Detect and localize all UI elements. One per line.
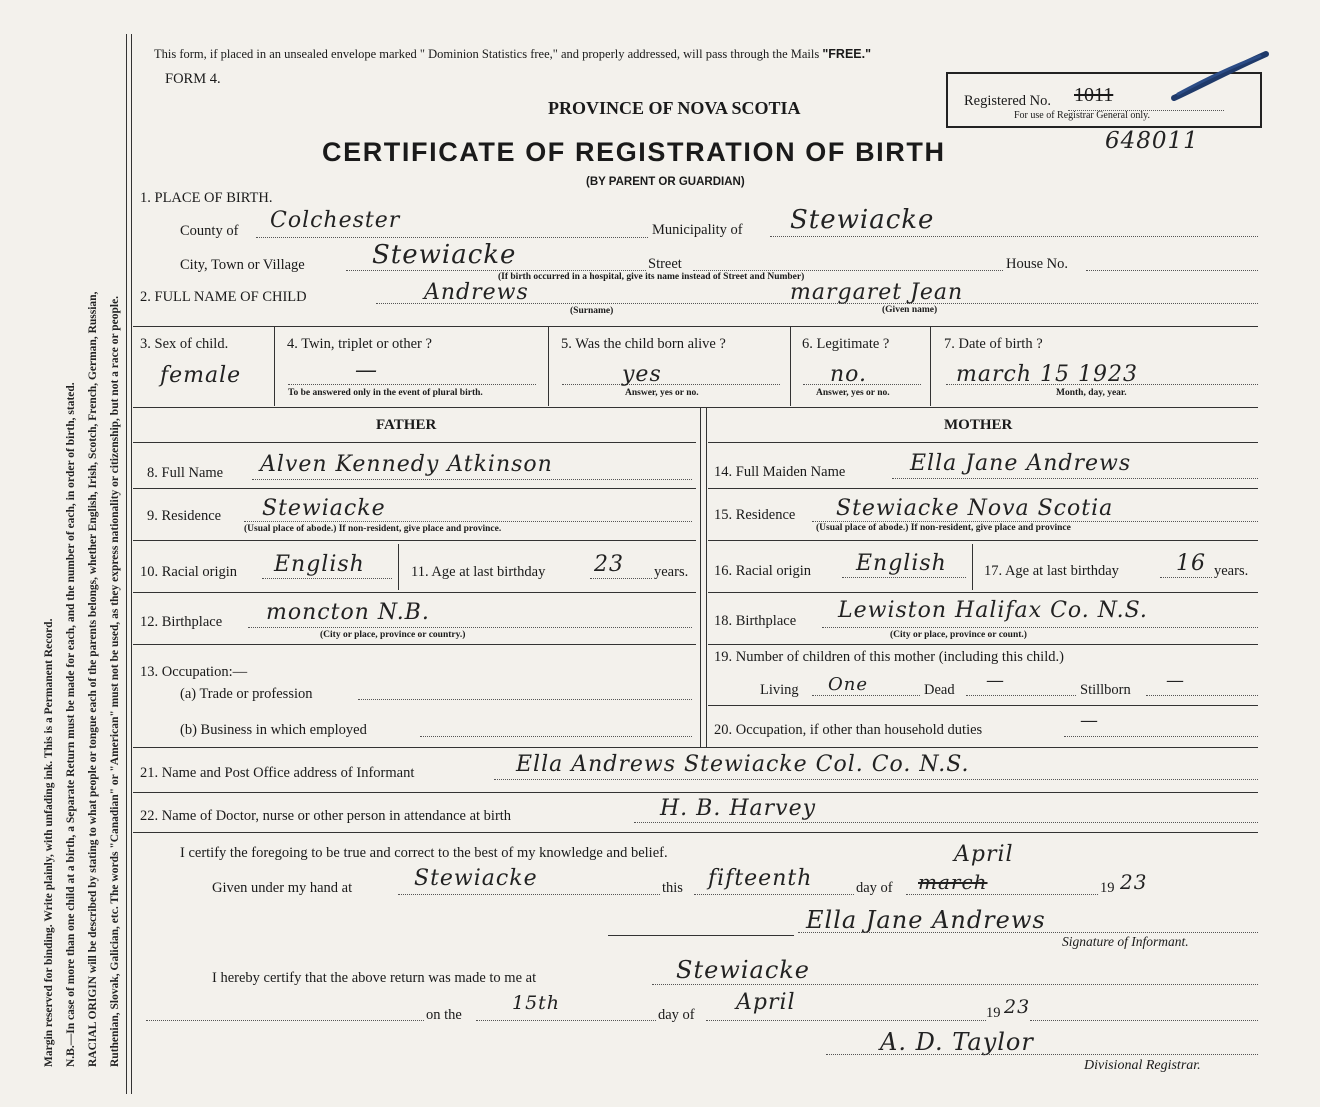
- mother-heading-rule: [708, 442, 1258, 443]
- child-given-name[interactable]: margaret Jean: [790, 280, 964, 305]
- margin-note-binding: Margin reserved for binding. Write plainly, with unfading ink. This is a Permanent Record.: [43, 618, 55, 1067]
- informant-rule: [133, 792, 1258, 793]
- on-the-label: on the: [426, 1007, 462, 1023]
- mother-birthplace-value[interactable]: Lewiston Halifax Co. N.S.: [838, 598, 1148, 623]
- day-of-label: day of: [856, 880, 893, 896]
- born-alive-note: Answer, yes or no.: [625, 388, 699, 398]
- mother-birthplace-line: [822, 627, 1258, 628]
- county-line: [256, 237, 648, 238]
- row14-rule-mother: [708, 488, 1258, 489]
- father-name-label: 8. Full Name: [147, 465, 224, 481]
- signature-blank: [608, 935, 794, 936]
- father-race-label: 10. Racial origin: [140, 564, 238, 580]
- dead-label: Dead: [924, 682, 955, 698]
- registrar-statement: I hereby certify that the above return was made to me at: [212, 970, 537, 986]
- municipality-value[interactable]: Stewiacke: [790, 205, 935, 235]
- month-struck: march: [918, 870, 988, 894]
- city-value[interactable]: Stewiacke: [372, 240, 517, 270]
- house-number-line: [1086, 270, 1258, 271]
- twin-note: To be answered only in the event of plural birth.: [288, 388, 483, 398]
- father-business-line: [420, 736, 692, 737]
- row3-divider-2: [548, 326, 549, 406]
- mother-name-label: 14. Full Maiden Name: [714, 464, 846, 480]
- children-count-label: 19. Number of children of this mother (including this child.): [714, 649, 1064, 665]
- row19-rule-mother: [708, 705, 1258, 706]
- sex-label: 3. Sex of child.: [140, 336, 229, 352]
- father-name-line: [252, 479, 692, 480]
- row3-top-rule: [133, 326, 1258, 327]
- margin-divider: [126, 34, 127, 1094]
- municipality-label: Municipality of: [652, 222, 743, 238]
- registrar-year-prefix: 19: [986, 1005, 1001, 1021]
- municipality-line: [770, 236, 1258, 237]
- mother-age-line: [1160, 577, 1212, 578]
- informant-value[interactable]: Ella Andrews Stewiacke Col. Co. N.S.: [516, 752, 970, 777]
- registration-label: Registered No.: [964, 93, 1051, 109]
- stillborn-label: Stillborn: [1080, 682, 1131, 698]
- parents-bottom-rule: [133, 747, 1258, 748]
- mother-occupation-label: 20. Occupation, if other than household duties: [714, 722, 983, 738]
- father-birthplace-value[interactable]: moncton N.B.: [266, 600, 430, 625]
- mother-residence-label: 15. Residence: [714, 507, 796, 523]
- row9-rule-father: [133, 540, 696, 541]
- born-alive-line: [562, 384, 780, 385]
- date-of-birth-note: Month, day, year.: [1056, 388, 1127, 398]
- row3-divider-1: [274, 326, 275, 406]
- mother-age-value[interactable]: 16: [1176, 551, 1206, 576]
- twin-line: [288, 384, 536, 385]
- mother-residence-note: (Usual place of abode.) If non-resident, give place and province: [816, 523, 1071, 533]
- born-alive-label: 5. Was the child born alive ?: [561, 336, 726, 352]
- father-residence-line: [244, 521, 692, 522]
- registration-note: For use of Registrar General only.: [1014, 110, 1150, 121]
- row3-divider-4: [930, 326, 931, 406]
- mother-race-label: 16. Racial origin: [714, 563, 812, 579]
- father-occupation-label: 13. Occupation:—: [140, 664, 248, 680]
- date-of-birth-label: 7. Date of birth ?: [944, 336, 1043, 352]
- doctor-value[interactable]: H. B. Harvey: [660, 796, 817, 821]
- legitimate-note: Answer, yes or no.: [816, 388, 890, 398]
- father-business-label: (b) Business in which employed: [180, 722, 367, 738]
- street-label: Street: [648, 256, 682, 272]
- father-age-value[interactable]: 23: [594, 552, 624, 577]
- this-label: this: [662, 880, 683, 896]
- day-value[interactable]: fifteenth: [708, 866, 813, 891]
- legitimate-label: 6. Legitimate ?: [802, 336, 890, 352]
- county-label: County of: [180, 223, 239, 239]
- father-years-label: years.: [654, 564, 689, 580]
- year-prefix: 19: [1100, 880, 1115, 896]
- mother-years-label: years.: [1214, 563, 1249, 579]
- father-name-value[interactable]: Alven Kennedy Atkinson: [260, 452, 553, 477]
- father-race-age-divider: [398, 544, 399, 590]
- mother-age-label: 17. Age at last birthday: [984, 563, 1119, 579]
- dead-value[interactable]: —: [986, 670, 1005, 691]
- given-place-value[interactable]: Stewiacke: [414, 866, 538, 891]
- informant-label: 21. Name and Post Office address of Informant: [140, 765, 415, 781]
- mother-residence-line: [812, 521, 1258, 522]
- father-age-line: [590, 578, 652, 579]
- mother-heading: MOTHER: [944, 417, 1013, 433]
- house-number-label: House No.: [1006, 256, 1069, 272]
- margin-note-racial-origin-cont: Ruthenian, Slovak, Galician, etc. The words "Canadian" or "American" must not be used, as they express nationality or citizenship, but not a race or people.: [109, 295, 121, 1067]
- registrar-month-line: [706, 1020, 986, 1021]
- mother-race-line: [842, 577, 966, 578]
- child-given-note: (Given name): [882, 305, 938, 315]
- province-heading: PROVINCE OF NOVA SCOTIA: [548, 98, 801, 118]
- parents-top-rule: [133, 407, 1258, 408]
- living-value[interactable]: One: [828, 674, 869, 695]
- father-trade-line: [358, 699, 692, 700]
- mother-race-value[interactable]: English: [856, 551, 947, 576]
- registrar-place-line: [652, 984, 1258, 985]
- father-heading-rule: [133, 442, 696, 443]
- stillborn-line: [1146, 695, 1258, 696]
- row8-rule-father: [133, 488, 696, 489]
- hospital-note: (If birth occurred in a hospital, give its name instead of Street and Number): [498, 272, 805, 282]
- father-race-value[interactable]: English: [274, 552, 365, 577]
- registration-handwritten-number: 648011: [1105, 128, 1199, 154]
- city-label: City, Town or Village: [180, 257, 305, 273]
- page-title: CERTIFICATE OF REGISTRATION OF BIRTH: [322, 137, 946, 167]
- month-line: [906, 894, 1098, 895]
- informant-line: [494, 779, 1258, 780]
- father-birthplace-line: [248, 627, 692, 628]
- informant-signature[interactable]: Ella Jane Andrews: [806, 906, 1046, 934]
- father-race-line: [262, 578, 392, 579]
- street-line: [693, 270, 1003, 271]
- registrar-lead-line: [146, 1020, 424, 1021]
- given-place-line: [398, 894, 660, 895]
- given-label: Given under my hand at: [212, 880, 353, 896]
- margin-note-racial-origin: RACIAL ORIGIN will be described by stating to what people or tongue each of the parents belongs, whether English, Irish, Scotch, French, German, Russian,: [87, 291, 99, 1067]
- city-line: [346, 270, 646, 271]
- mother-birthplace-label: 18. Birthplace: [714, 613, 797, 629]
- margin-note-plural-births: N.B.—In case of more than one child at a birth, a Separate Return must be made for each, and the number of each, in order of birth, stated.: [65, 382, 77, 1067]
- twin-value[interactable]: —: [355, 358, 378, 383]
- living-label: Living: [760, 682, 799, 698]
- row18-rule-mother: [708, 644, 1258, 645]
- born-alive-value[interactable]: yes: [622, 362, 662, 387]
- registrar-day-of-label: day of: [658, 1007, 695, 1023]
- dead-line: [966, 695, 1076, 696]
- registrar-day-value[interactable]: 15th: [512, 992, 561, 1014]
- mother-occupation-line: [1064, 736, 1258, 737]
- postal-notice-text: This form, if placed in an unsealed envelope marked " Dominion Statistics free," and properly addressed, will pass through the Mails: [154, 47, 820, 61]
- parents-divider: [700, 407, 701, 747]
- pen-check-mark: [1170, 48, 1270, 104]
- margin-divider-inner: [131, 34, 132, 1094]
- month-value[interactable]: April: [954, 842, 1014, 867]
- child-surname[interactable]: Andrews: [424, 280, 529, 305]
- doctor-line: [634, 822, 1258, 823]
- day-line: [694, 894, 854, 895]
- registrar-day-line: [476, 1020, 656, 1021]
- father-age-label: 11. Age at last birthday: [411, 564, 546, 580]
- mother-birthplace-note: (City or place, province or count.): [890, 630, 1027, 640]
- legitimate-value[interactable]: no.: [830, 362, 868, 387]
- registrar-year-value[interactable]: 23: [1004, 996, 1031, 1018]
- child-name-label: 2. FULL NAME OF CHILD: [140, 289, 307, 305]
- form-number: FORM 4.: [165, 71, 221, 87]
- year-value[interactable]: 23: [1120, 870, 1148, 894]
- place-of-birth-label: 1. PLACE OF BIRTH.: [140, 190, 273, 206]
- mother-residence-value[interactable]: Stewiacke Nova Scotia: [836, 496, 1114, 521]
- informant-signature-label: Signature of Informant.: [1062, 934, 1189, 949]
- page-subtitle: (BY PARENT OR GUARDIAN): [586, 176, 745, 188]
- date-of-birth-value[interactable]: march 15 1923: [956, 362, 1138, 387]
- father-residence-label: 9. Residence: [147, 508, 222, 524]
- informant-signature-line: [798, 932, 1258, 933]
- sex-value[interactable]: female: [160, 363, 242, 388]
- registrar-signature[interactable]: A. D. Taylor: [880, 1028, 1034, 1056]
- certify-statement: I certify the foregoing to be true and correct to the best of my knowledge and belief.: [180, 845, 668, 861]
- registrar-signature-line: [826, 1054, 1258, 1055]
- mother-occupation-value[interactable]: —: [1080, 710, 1099, 731]
- doctor-rule: [133, 832, 1258, 833]
- mother-name-value[interactable]: Ella Jane Andrews: [910, 451, 1132, 476]
- registrar-year-line: [1030, 1020, 1258, 1021]
- stillborn-value[interactable]: —: [1166, 670, 1185, 691]
- registrar-month-value[interactable]: April: [736, 990, 796, 1015]
- mother-name-line: [892, 478, 1258, 479]
- child-surname-note: (Surname): [570, 306, 614, 316]
- row3-divider-3: [790, 326, 791, 406]
- postal-notice: [154, 47, 871, 62]
- registrar-signature-label: Divisional Registrar.: [1084, 1058, 1201, 1073]
- registrar-place-value[interactable]: Stewiacke: [676, 956, 811, 984]
- mother-race-age-divider: [972, 544, 973, 590]
- row10-rule-father: [133, 592, 696, 593]
- twin-label: 4. Twin, triplet or other ?: [287, 336, 432, 352]
- row12-rule-father: [133, 644, 696, 645]
- father-heading: FATHER: [376, 417, 437, 433]
- father-trade-label: (a) Trade or profession: [180, 686, 313, 702]
- postal-free: "FREE.": [822, 47, 872, 61]
- parents-divider-2: [706, 407, 707, 747]
- row16-rule-mother: [708, 592, 1258, 593]
- father-residence-value[interactable]: Stewiacke: [262, 496, 386, 521]
- father-birthplace-label: 12. Birthplace: [140, 614, 223, 630]
- county-value[interactable]: Colchester: [270, 208, 401, 233]
- registration-number-struck: 1011: [1074, 84, 1114, 106]
- row15-rule-mother: [708, 540, 1258, 541]
- father-residence-note: (Usual place of abode.) If non-resident, give place and province.: [244, 524, 502, 534]
- living-line: [812, 695, 920, 696]
- father-birthplace-note: (City or place, province or country.): [320, 630, 466, 640]
- doctor-label: 22. Name of Doctor, nurse or other person in attendance at birth: [140, 808, 512, 824]
